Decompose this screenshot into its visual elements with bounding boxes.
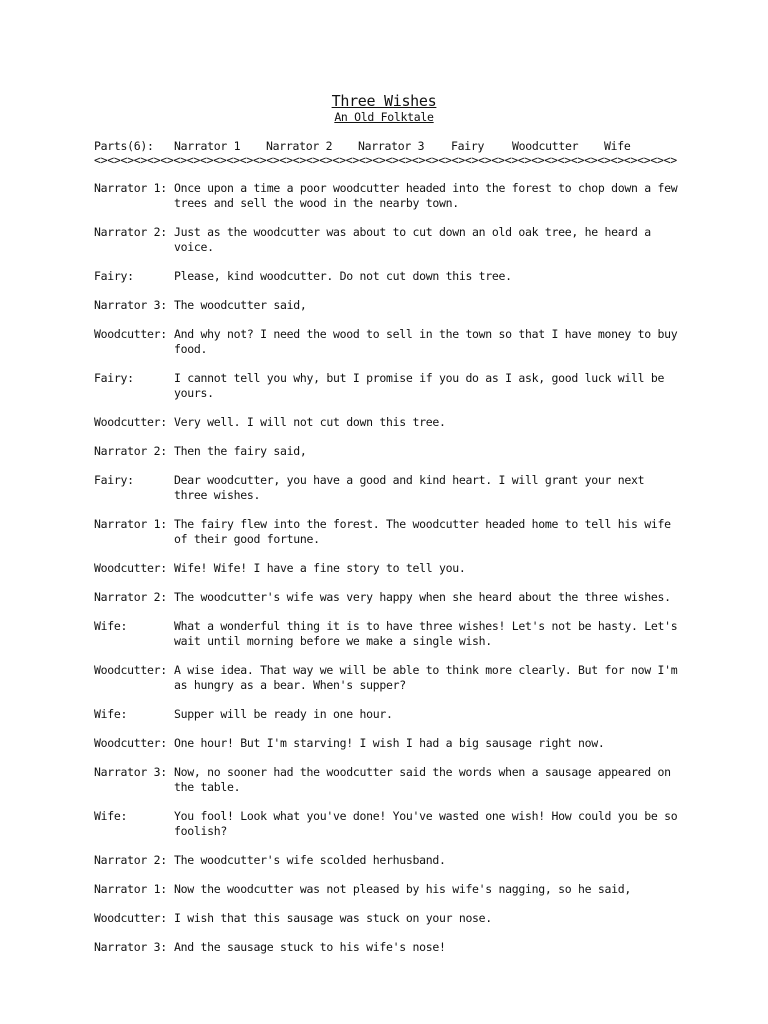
page-title: Three Wishes — [331, 92, 437, 110]
speaker-name: Wife: — [94, 619, 128, 633]
speaker-name: Wife: — [94, 707, 128, 721]
page-subtitle: An Old Folktale — [334, 110, 434, 124]
speech-text: Very well. I will not cut down this tree. — [174, 415, 446, 429]
script-line — [94, 473, 684, 503]
speech-text: Once upon a time a poor woodcutter headed into the forest to chop down a few trees and sell the wood in the nearby town. — [174, 181, 678, 210]
parts-list — [94, 139, 694, 154]
part-fairy: Fairy — [451, 139, 485, 153]
speaker-name: Narrator 2: — [94, 225, 167, 239]
speech-text: Just as the woodcutter was about to cut down an old oak tree, he heard a voice. — [174, 225, 651, 254]
script-line — [94, 444, 684, 459]
script-line — [94, 809, 684, 839]
speech-text: Now the woodcutter was not pleased by his wife's nagging, so he said, — [174, 882, 632, 896]
speaker-name: Woodcutter: — [94, 415, 167, 429]
script-line — [94, 327, 684, 357]
script-body — [94, 181, 684, 969]
speech-text: I cannot tell you why, but I promise if you do as I ask, good luck will be yours. — [174, 371, 665, 400]
speaker-name: Wife: — [94, 809, 128, 823]
speech-text: The woodcutter's wife was very happy when she heard about the three wishes. — [174, 590, 671, 604]
speech-text: Dear woodcutter, you have a good and kind heart. I will grant your next three wishes. — [174, 473, 645, 502]
speech-text: You fool! Look what you've done! You've wasted one wish! How could you be so foolish? — [174, 809, 678, 838]
speaker-name: Narrator 1: — [94, 517, 167, 531]
script-line — [94, 590, 684, 605]
speaker-name: Fairy: — [94, 269, 134, 283]
script-line — [94, 911, 684, 926]
speaker-name: Fairy: — [94, 371, 134, 385]
speaker-name: Woodcutter: — [94, 327, 167, 341]
speech-text: Wife! Wife! I have a fine story to tell you. — [174, 561, 466, 575]
script-line — [94, 298, 684, 313]
script-line — [94, 765, 684, 795]
speaker-name: Narrator 3: — [94, 298, 167, 312]
parts-label: Parts(6): — [94, 139, 154, 153]
speaker-name: Narrator 3: — [94, 940, 167, 954]
part-woodcutter: Woodcutter — [512, 139, 579, 153]
speaker-name: Narrator 1: — [94, 181, 167, 195]
speech-text: Supper will be ready in one hour. — [174, 707, 393, 721]
divider-line: <><><><><><><><><><><><><><><><><><><><><><><><><><><><><><><><><><><><><><><><><><><><> — [94, 153, 677, 167]
script-line — [94, 940, 684, 955]
script-line — [94, 882, 684, 897]
script-line — [94, 269, 684, 284]
speaker-name: Fairy: — [94, 473, 134, 487]
speech-text: A wise idea. That way we will be able to think more clearly. But for now I'm as hungry as a bear. When's supper? — [174, 663, 678, 692]
speech-text: Please, kind woodcutter. Do not cut down this tree. — [174, 269, 512, 283]
speaker-name: Narrator 2: — [94, 853, 167, 867]
speaker-name: Narrator 2: — [94, 444, 167, 458]
script-line — [94, 561, 684, 576]
speaker-name: Narrator 2: — [94, 590, 167, 604]
speaker-name: Woodcutter: — [94, 736, 167, 750]
speaker-name: Narrator 1: — [94, 882, 167, 896]
part-narrator-1: Narrator 1 — [174, 139, 241, 153]
script-line — [94, 225, 684, 255]
speech-text: Now, no sooner had the woodcutter said the words when a sausage appeared on the table. — [174, 765, 671, 794]
script-line — [94, 415, 684, 430]
speaker-name: Narrator 3: — [94, 765, 167, 779]
speech-text: The woodcutter said, — [174, 298, 307, 312]
speech-text: The woodcutter's wife scolded herhusband. — [174, 853, 446, 867]
speech-text: And the sausage stuck to his wife's nose! — [174, 940, 446, 954]
script-line — [94, 517, 684, 547]
script-line — [94, 619, 684, 649]
script-line — [94, 371, 684, 401]
part-wife: Wife — [604, 139, 631, 153]
speech-text: Then the fairy said, — [174, 444, 307, 458]
speaker-name: Woodcutter: — [94, 911, 167, 925]
script-line — [94, 663, 684, 693]
part-narrator-3: Narrator 3 — [358, 139, 425, 153]
part-narrator-2: Narrator 2 — [266, 139, 333, 153]
speech-text: One hour! But I'm starving! I wish I had a big sausage right now. — [174, 736, 605, 750]
speech-text: I wish that this sausage was stuck on your nose. — [174, 911, 492, 925]
script-line — [94, 707, 684, 722]
speaker-name: Woodcutter: — [94, 663, 167, 677]
script-line — [94, 736, 684, 751]
speech-text: What a wonderful thing it is to have three wishes! Let's not be hasty. Let's wait until morning before we make a single wish. — [174, 619, 678, 648]
script-line — [94, 853, 684, 868]
speaker-name: Woodcutter: — [94, 561, 167, 575]
script-line — [94, 181, 684, 211]
speech-text: The fairy flew into the forest. The woodcutter headed home to tell his wife of their good fortune. — [174, 517, 671, 546]
speech-text: And why not? I need the wood to sell in the town so that I have money to buy food. — [174, 327, 678, 356]
